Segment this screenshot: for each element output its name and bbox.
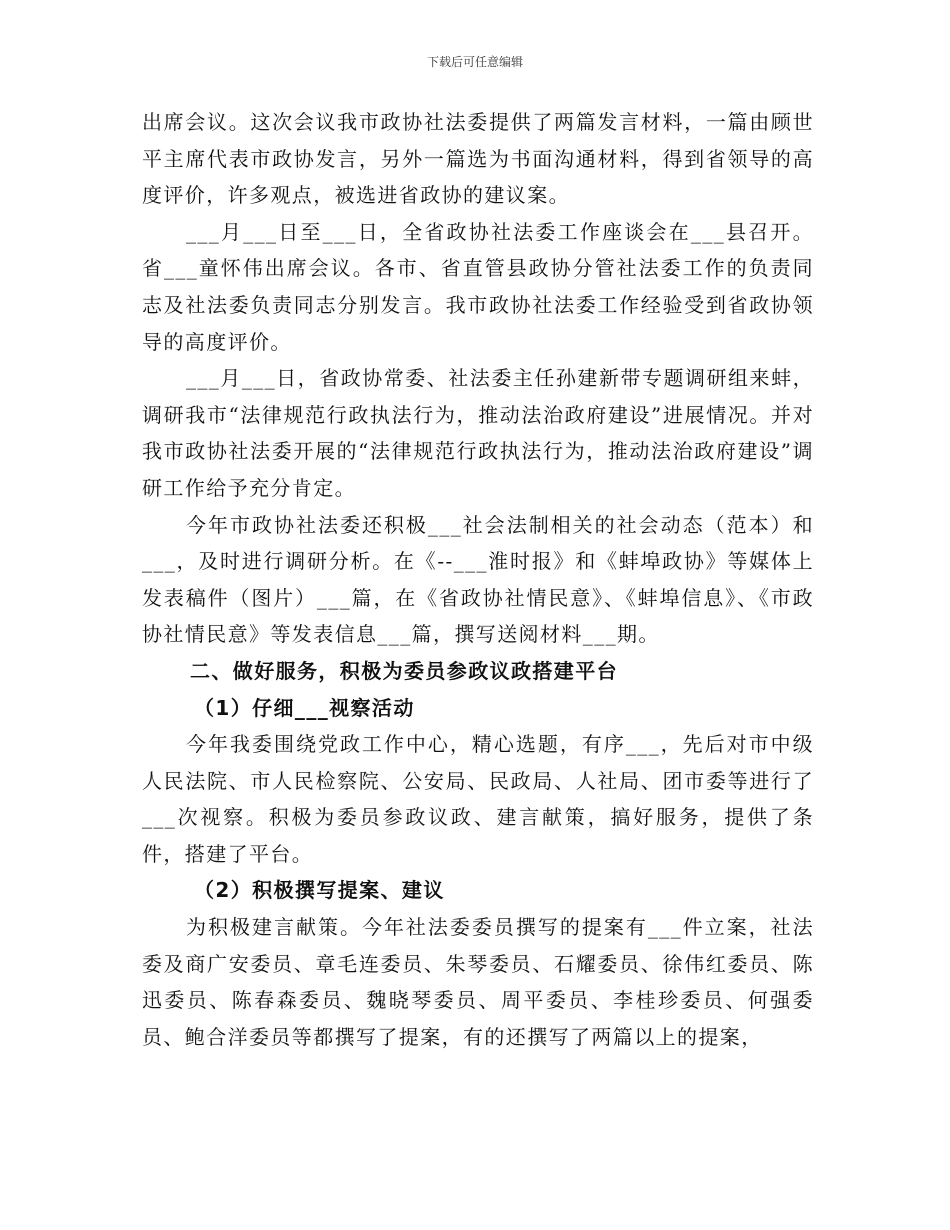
paragraph-1: 出席会议。这次会议我市政协社法委提供了两篇发言材料，一篇由顾世平主席代表市政协发言，另外一篇选为书面沟通材料，得到省领导的高度评价，许多观点，被选进省政协的建议案。 [142,110,814,208]
page-header: 下载后可任意编辑 [426,55,523,69]
subheading-2-2: （2）积极撰写提案、建议 [194,878,445,903]
paragraph-3: ___月___日，省政协常委、社法委主任孙建新带专题调研组来蚌，调研我市“法律规范行政执法行为，推动法治政府建设”进展情况。并对我市政协社法委开展的“法律规范行政执法行为，推动法治政府建设”调研工作给予充分肯定。 [142,366,814,500]
document-body [142,104,814,1055]
paragraph-4: 今年市政协社法委还积极___社会法制相关的社会动态（范本）和___，及时进行调研分析。在《--___淮时报》和《蚌埠政协》等媒体上发表稿件（图片）___篇，在《省政协社情民意》、《蚌埠信息》、《市政协社情民意》等发表信息___篇，撰写送阅材料___期。 [142,512,814,647]
paragraph-2: ___月___日至___日，全省政协社法委工作座谈会在___县召开。省___童怀伟出席会议。各市、省直管县政协分管社法委工作的负责同志及社法委负责同志分别发言。我市政协社法委工作经验受到省政协领导的高度评价。 [142,219,814,354]
paragraph-6: 为积极建言献策。今年社法委委员撰写的提案有___件立案，社法委及商广安委员、章毛连委员、朱琴委员、石耀委员、徐伟红委员、陈迅委员、陈春森委员、魏晓琴委员、周平委员、李桂珍委员、何强委员、鲍合洋委员等都撰写了提案，有的还撰写了两篇以上的提案， [142,915,814,1049]
paragraph-5: 今年我委围绕党政工作中心，精心选题，有序___，先后对市中级人民法院、市人民检察院、公安局、民政局、人社局、团市委等进行了___次视察。积极为委员参政议政、建言献策，搞好服务，提供了条件，搭建了平台。 [142,732,814,866]
section-heading-2: 二、做好服务，积极为委员参政议政搭建平台 [190,658,618,683]
subheading-2-1: （1）仔细___视察活动 [194,695,415,720]
